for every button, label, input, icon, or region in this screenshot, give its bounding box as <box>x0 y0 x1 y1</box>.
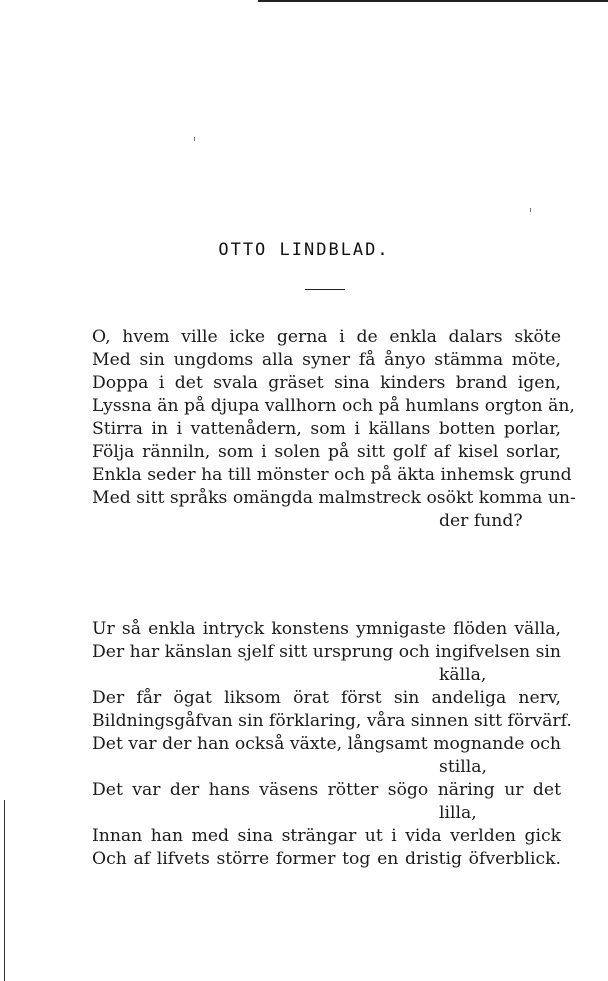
poem-line-continuation: lilla, <box>439 803 477 823</box>
title-divider <box>305 289 345 290</box>
poem-line-continuation: källa, <box>439 665 487 685</box>
poem-line-continuation: stilla, <box>439 757 487 777</box>
poem-line: Ur så enkla intryck konstens ymnigaste flöden välla, <box>92 619 561 639</box>
stanza-1 <box>92 326 576 533</box>
poem-line: Doppa i det svala gräset sina kinders brand igen, <box>92 373 561 393</box>
poem-line: Bildningsgåfvan sin förklaring, våra sinnen sitt förvärf. <box>92 711 572 731</box>
margin-edge-rule <box>4 800 5 981</box>
poem-line: Och af lifvets större former tog en dristig öfverblick. <box>92 849 561 869</box>
poem-line: Det var der han också växte, långsamt mognande och <box>92 734 561 754</box>
poem-line: Följa ränniln, som i solen på sitt golf af kisel sorlar, <box>92 442 561 462</box>
poem-line-continuation: der fund? <box>439 511 523 531</box>
poem-title: OTTO LINDBLAD. <box>218 240 390 260</box>
poem-line: Det var der hans väsens rötter sögo näring ur det <box>92 780 561 800</box>
poem-line: Enkla seder ha till mönster och på äkta inhemsk grund <box>92 465 572 485</box>
poem-line: Stirra in i vattenådern, som i källans botten porlar, <box>92 419 561 439</box>
top-edge-rule <box>258 0 608 2</box>
poem-line: Der har känslan sjelf sitt ursprung och ingifvelsen sin <box>92 642 561 662</box>
poem-line: O, hvem ville icke gerna i de enkla dalars sköte <box>92 327 561 347</box>
poem-line: Lyssna än på djupa vallhorn och på humlans orgton än, <box>92 396 575 416</box>
stanza-2 <box>92 618 572 871</box>
poem-line: Med sitt språks omängda malmstreck osökt komma un- <box>92 488 576 508</box>
poem-line: Innan han med sina strängar ut i vida verlden gick <box>92 826 561 846</box>
poem-line: Med sin ungdoms alla syner få ånyo stämma möte, <box>92 350 561 370</box>
ink-speck <box>530 208 531 212</box>
ink-speck <box>194 137 195 141</box>
poem-line: Der får ögat liksom örat först sin andeliga nerv, <box>92 688 561 708</box>
